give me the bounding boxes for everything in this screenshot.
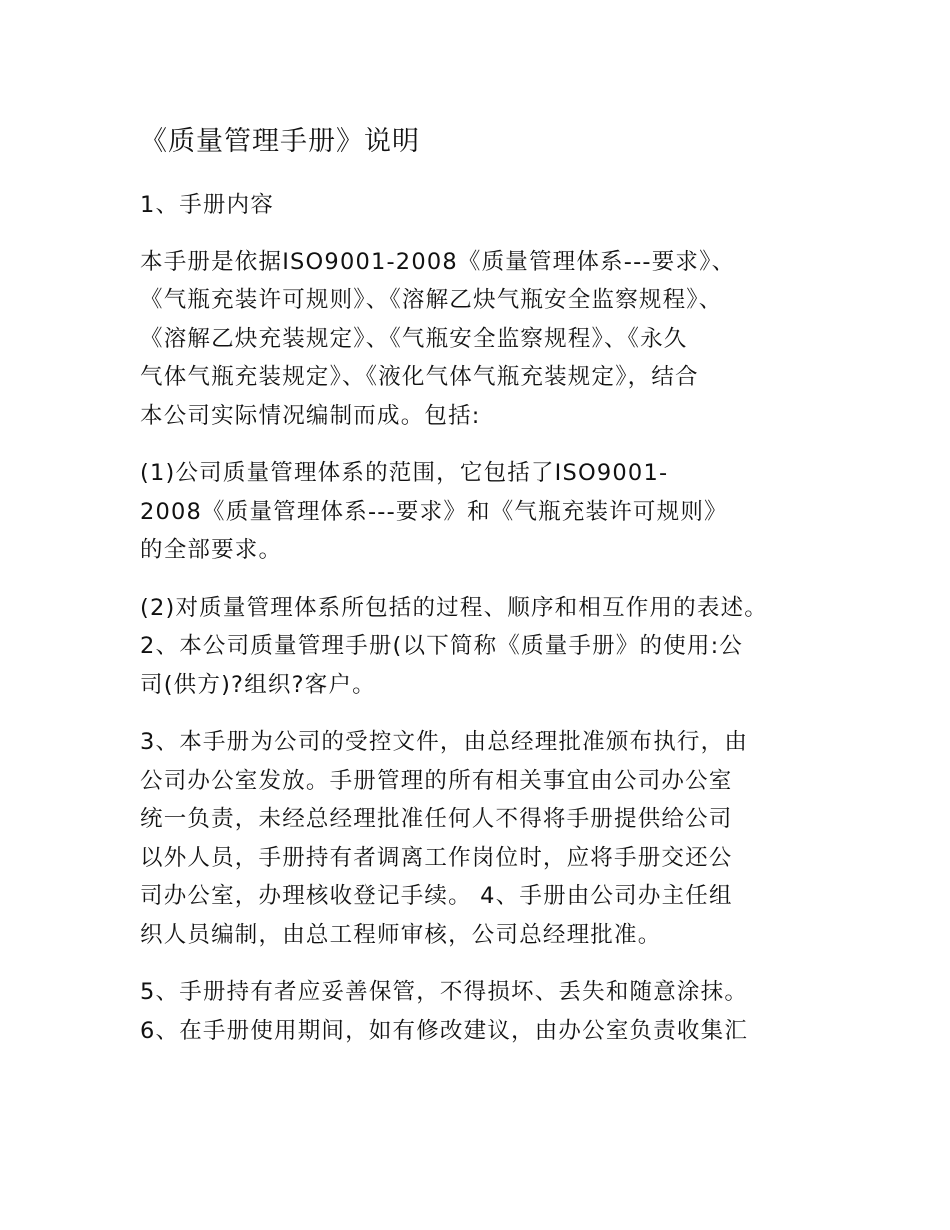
paragraph-basis: 本手册是依据ISO9001-2008《质量管理体系---要求》、 《气瓶充装许可规则》、《溶解乙炔气瓶安全监察规程》、 《溶解乙炔充装规定》、《气瓶安全监察规程》、《永久 气体气瓶充装规定》、《液化气体气瓶充装规定》，结合 本公司实际情况编制而成。包括:: [140, 248, 736, 429]
paragraph-custody: 5、手册持有者应妥善保管，不得损坏、丢失和随意涂抹。 6、在手册使用期间，如有修改建议，由办公室负责收集汇: [140, 979, 749, 1044]
document-title: 《质量管理手册》说明: [140, 126, 420, 157]
paragraph-scope: (1)公司质量管理体系的范围，它包括了ISO9001- 2008《质量管理体系---要求》和《气瓶充装许可规则》 的全部要求。: [140, 460, 728, 563]
paragraph-process: (2)对质量管理体系所包括的过程、顺序和相互作用的表述。 2、本公司质量管理手册(以下简称《质量手册》的使用:公 司(供方)?组织?客户。: [140, 594, 768, 698]
document-body: [140, 112, 820, 1050]
section-heading-manual-content: 1、手册内容: [140, 192, 275, 218]
paragraph-control: 3、本手册为公司的受控文件，由总经理批准颁布执行，由 公司办公室发放。手册管理的所有相关事宜由公司办公室 统一负责，未经总经理批准任何人不得将手册提供给公司 以外人员，手册持有者调离工作岗位时，应将手册交还公 司办公室，办理核收登记手续。 4、手册由公司办主任组 织人员编制，由总工程师审核，公司总经理批准。: [140, 729, 749, 948]
